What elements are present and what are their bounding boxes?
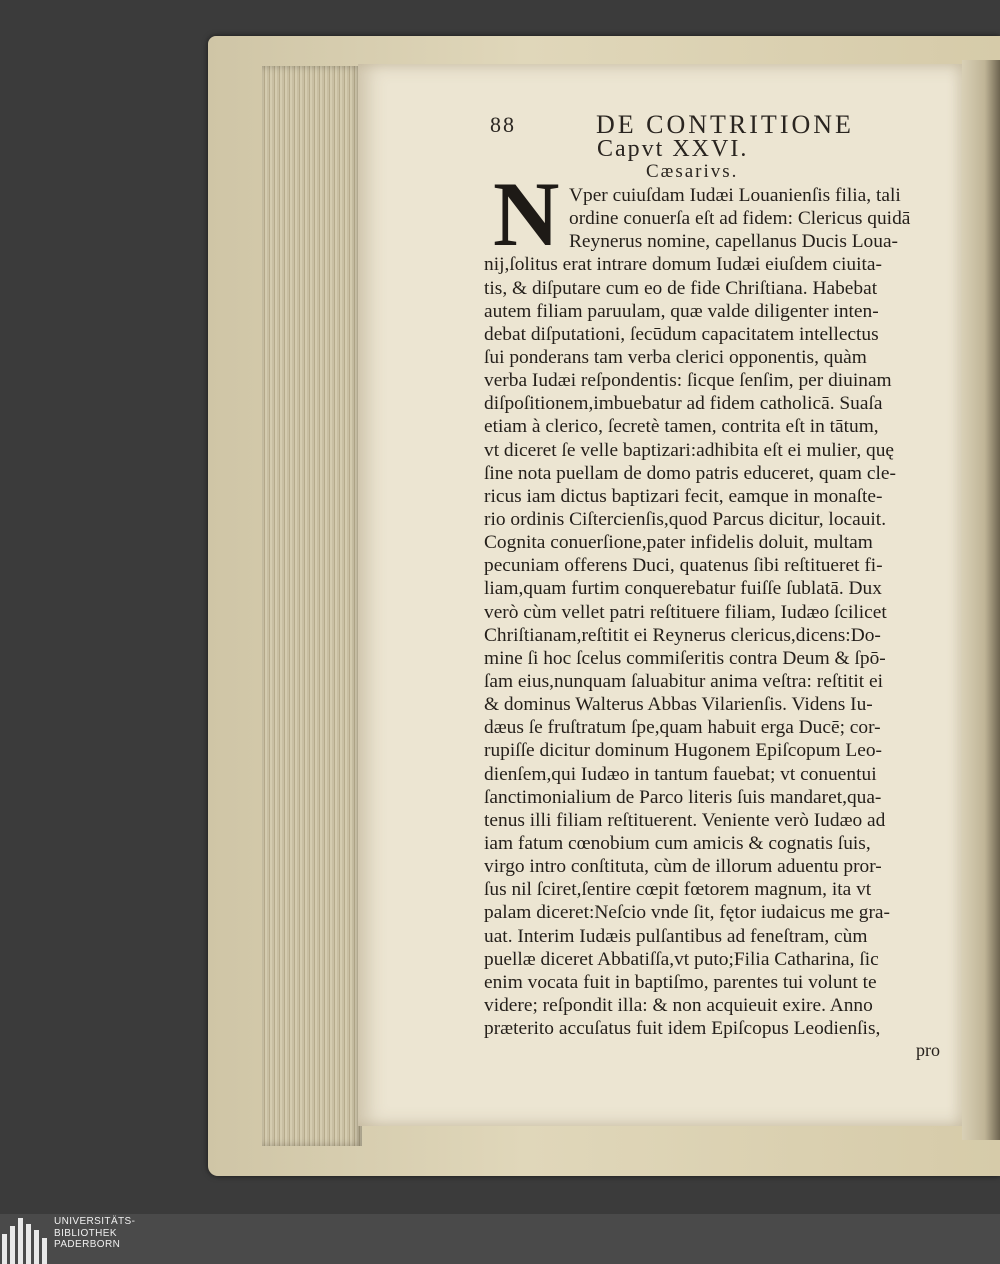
text-line: Vper cuiuſdam Iudæi Louanienſis filia, tali xyxy=(569,185,901,206)
footer-bar xyxy=(0,1214,1000,1264)
text-line: videre; reſpondit illa: & non acquieuit exire. Anno xyxy=(484,994,873,1016)
text-line: ſam eius,nunquam ſaluabitur anima veſtra: reſtitit ei xyxy=(484,670,884,692)
body-text xyxy=(484,184,956,1040)
speaker-heading: Cæsarivs. xyxy=(646,161,739,182)
library-logo-text xyxy=(54,1216,135,1251)
text-line: rio ordinis Ciſtercienſis,quod Parcus dicitur, locauit. xyxy=(484,508,887,530)
text-line: tis, & diſputare cum eo de fide Chriſtiana. Habebat xyxy=(484,277,878,299)
library-logo-icon xyxy=(0,1214,48,1264)
text-line: mine ſi hoc ſcelus commiſeritis contra Deum & ſpō- xyxy=(484,647,886,669)
text-line: palam diceret:Neſcio vnde ſit, fętor iudaicus me gra- xyxy=(484,902,890,924)
text-line: Chriſtianam,reſtitit ei Reynerus clericus,dicens:Do- xyxy=(484,624,881,646)
text-line: ricus iam dictus baptizari fecit, eamque in monaſte- xyxy=(484,485,883,507)
text-line: puellæ diceret Abbatiſſa,vt puto;Filia Catharina, ſic xyxy=(484,948,879,970)
text-line: virgo intro conſtituta, cùm de illorum aduentu pror- xyxy=(484,856,882,878)
running-head: DE CONTRITIONE xyxy=(596,110,854,139)
chapter-heading: Capvt XXVI. xyxy=(597,136,749,162)
logo-line: UNIVERSITÄTS- xyxy=(54,1216,136,1227)
text-line: autem filiam paruulam, quæ valde diligenter inten- xyxy=(484,300,879,322)
text-line: ſui ponderans tam verba clerici opponentis, quàm xyxy=(484,346,867,368)
text-line: ſus nil ſciret,ſentire cœpit fœtorem magnum, ita vt xyxy=(484,879,872,901)
text-line: Reynerus nomine, capellanus Ducis Loua- xyxy=(569,231,899,253)
text-line: pecuniam offerens Duci, quatenus ſibi reſtitueret fi- xyxy=(484,555,883,577)
text-line: dæus ſe fruſtratum ſpe,quam habuit erga Ducē; cor- xyxy=(484,717,881,739)
text-line: dienſem,qui Iudæo in tantum fauebat; vt conuentui xyxy=(484,763,877,785)
text-line: Cognita conuerſione,pater infidelis doluit, multam xyxy=(484,532,873,554)
text-line: verò cùm vellet patri reſtituere filiam, Iudæo ſcilicet xyxy=(484,601,887,623)
text-line: liam,quam furtim conquerebatur fuiſſe ſublatā. Dux xyxy=(484,578,882,600)
text-line: nij,ſolitus erat intrare domum Iudæi eiuſdem ciuita- xyxy=(484,254,882,276)
text-line: præterito accuſatus fuit idem Epiſcopus Leodienſis, xyxy=(484,1018,881,1040)
text-line: ordine conuerſa eſt ad fidem: Clericus quidā xyxy=(569,208,911,230)
text-line: etiam à clerico, ſecretè tamen, contrita eſt in tātum, xyxy=(484,416,879,438)
logo-line: PADERBORN xyxy=(54,1239,121,1250)
drop-cap: N xyxy=(493,163,560,265)
page-number: 88 xyxy=(490,112,516,137)
text-line: verba Iudæi reſpondentis: ſicque ſenſim, per diuinam xyxy=(484,370,892,392)
text-line: diſpoſitionem,imbuebatur ad fidem catholicā. Suaſa xyxy=(484,393,883,415)
page-edges xyxy=(262,66,362,1146)
text-line: vt diceret ſe velle baptizari:adhibita eſt ei mulier, quę xyxy=(484,439,895,461)
text-line: rupiſſe dicitur dominum Hugonem Epiſcopum Leo- xyxy=(484,740,882,762)
text-line: ſine nota puellam de domo patris educeret, quam cle- xyxy=(484,462,896,484)
text-line: debat diſputationi, ſecūdum capacitatem intellectus xyxy=(484,323,879,345)
facing-page-edge xyxy=(962,60,1000,1140)
catchword: pro xyxy=(916,1040,940,1060)
text-line: ſanctimonialium de Parco literis ſuis mandaret,qua- xyxy=(484,786,882,808)
text-line: & dominus Walterus Abbas Vilarienſis. Videns Iu- xyxy=(484,694,873,716)
text-line: tenus illi filiam reſtituerent. Veniente verò Iudæo ad xyxy=(484,809,886,831)
text-line: uat. Interim Iudæis pulſantibus ad feneſtram, cùm xyxy=(484,925,868,947)
text-line: enim vocata fuit in baptiſmo, parentes tui volunt te xyxy=(484,971,877,993)
logo-line: BIBLIOTHEK xyxy=(54,1227,117,1239)
text-line: iam fatum cœnobium cum amicis & cognatis ſuis, xyxy=(484,832,871,854)
